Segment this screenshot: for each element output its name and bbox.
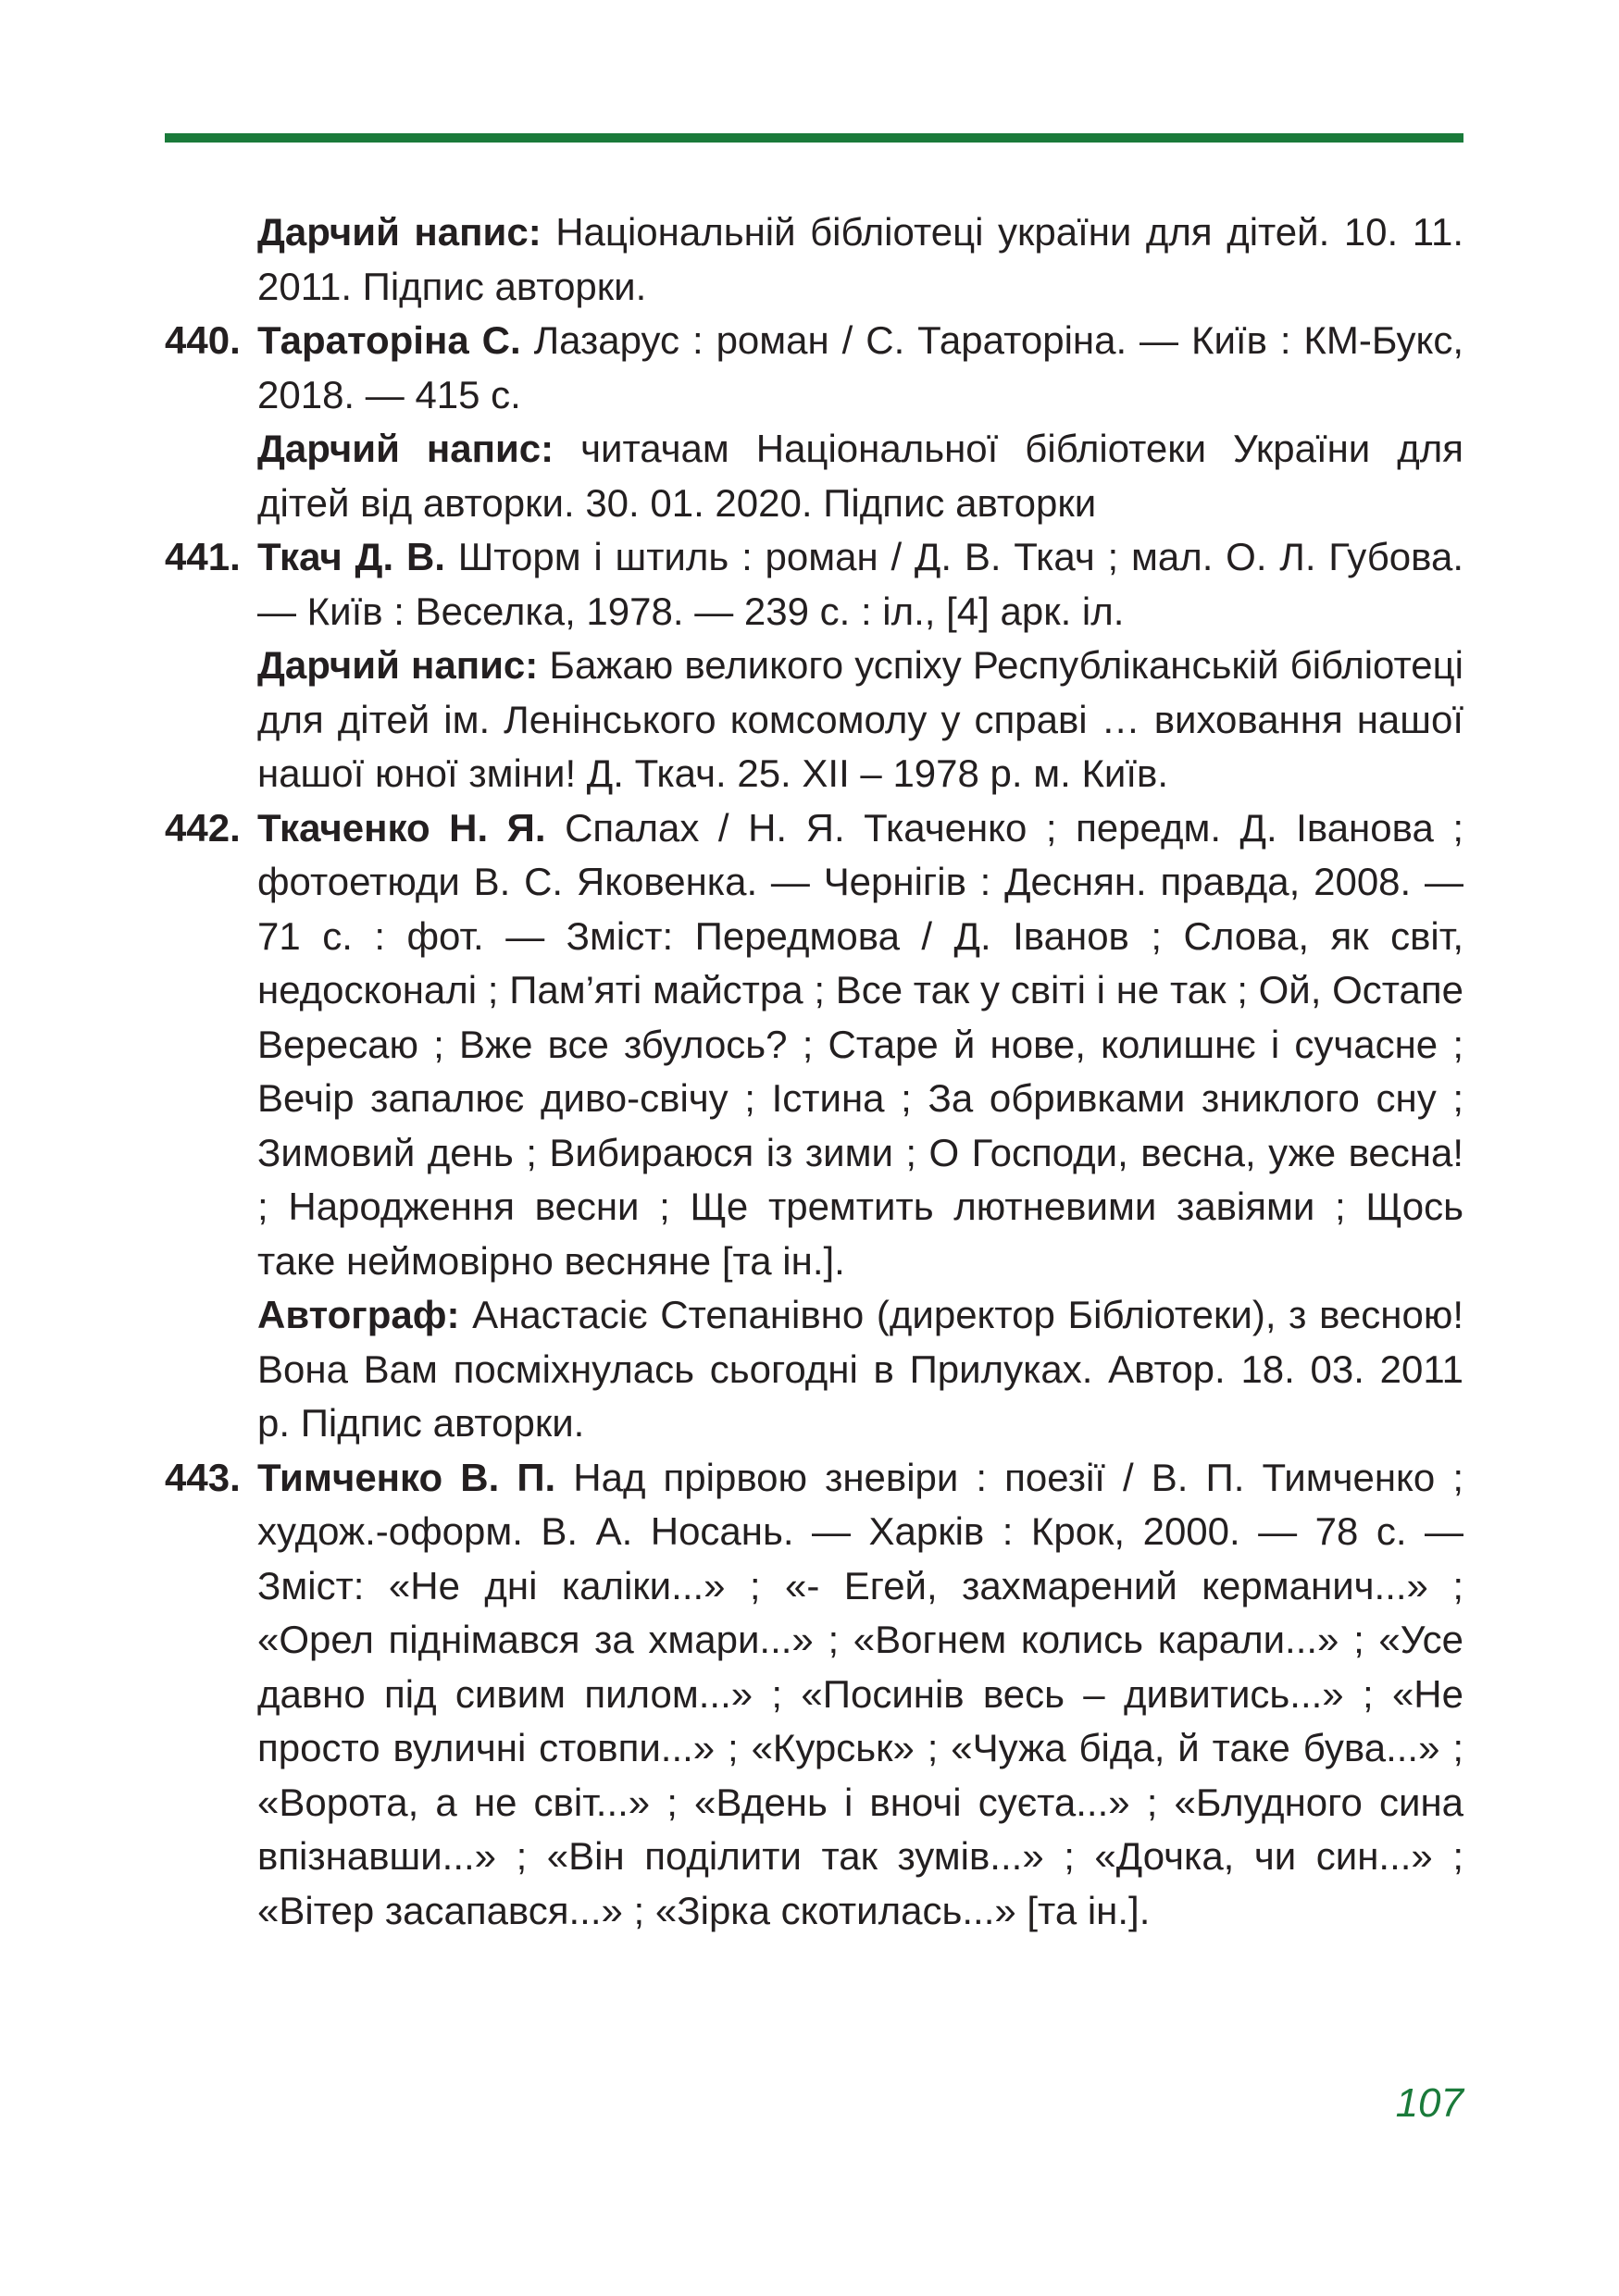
entry-description: Над прірвою зневіри : поезії / В. П. Тимченко ; худож.-оформ. В. А. Носань. — Харків : Крок, 2000. — 78 с. — Зміст: «Не дні каліки...» ; «- Егей, захмарений керманич...» ; «Орел піднімався за хмари...» ; «Вогнем колись карали...» ; «Усе давно під сивим пилом...» ; «Посинів весь – дивитись...» ; «Не просто вуличні стовпи...» ; «Курськ» ; «Чужа біда, й таке бува...» ; «Ворота, а не світ...» ; «Вдень і вночі суєта...» ; «Блудного сина впізнавши...» ; «Він поділити так зумів...» ; «Дочка, чи син...» ; «Вітер засапався...» ; «Зірка скотилась...» [та ін.].	[257, 1455, 1463, 1932]
entry-author: Ткач Д. В.	[257, 535, 445, 578]
bibliography-entry-442	[165, 801, 1463, 1289]
entry-author: Тимченко В. П.	[257, 1455, 556, 1499]
continuation-note	[165, 205, 1463, 314]
entry-note-442	[165, 1288, 1463, 1451]
note-label: Автограф:	[257, 1293, 460, 1336]
entry-note-440	[165, 422, 1463, 530]
bibliography-entry-443	[165, 1451, 1463, 1939]
bibliography-entry-440	[165, 314, 1463, 422]
note-label: Дарчий напис:	[257, 427, 554, 470]
header-rule	[165, 133, 1463, 143]
note-label: Дарчий напис:	[257, 643, 539, 687]
note-text: Бажаю великого успіху Республіканській бібліотеці для дітей ім. Ленінського комсомолу у справі … виховання нашої нашої юної зміни! Д. Ткач. 25. XII – 1978 р. м. Київ.	[257, 643, 1463, 795]
note-text: Національній бібліотеці україни для дітей. 10. 11. 2011. Підпис авторки.	[257, 210, 1463, 308]
entry-note-441	[165, 639, 1463, 801]
entry-number: 440.	[165, 318, 241, 362]
entry-number: 441.	[165, 535, 241, 578]
note-text: Анастасіє Степанівно (директор Бібліотеки), з весною! Вона Вам посміхнулась сьогодні в Прилуках. Автор. 18. 03. 2011 р. Підпис авторки.	[257, 1293, 1463, 1445]
entry-description: Шторм і штиль : роман / Д. В. Ткач ; мал. О. Л. Губова. — Київ : Веселка, 1978. — 239 с. : іл., [4] арк. іл.	[257, 535, 1463, 633]
entry-number: 443.	[165, 1455, 241, 1499]
bibliography-entry-441	[165, 530, 1463, 639]
entry-author: Ткаченко Н. Я.	[257, 805, 546, 850]
bibliography-list	[165, 205, 1463, 1938]
page-number: 107	[1395, 2080, 1463, 2126]
entry-number: 442.	[165, 805, 241, 850]
entry-description: Спалах / Н. Я. Ткаченко ; передм. Д. Іванова ; фотоетюди В. С. Яковенка. — Чернігів : Деснян. правда, 2008. — 71 с. : фот. — Зміст: Передмова / Д. Іванов ; Слова, як світ, недосконалі ; Пам’яті майстра ; Все так у світі і не так ; Ой, Остапе Вересаю ; Вже все збулось? ; Старе й нове, колишнє і сучасне ; Вечір запалює диво-свічу ; Істина ; За обривками зниклого сну ; Зимовий день ; Вибираюся із зими ; О Господи, весна, уже весна! ; Народження весни ; Ще тремтить лютневими завіями ; Щось таке неймовірно весняне [та ін.].	[257, 805, 1463, 1283]
entry-author: Тараторіна С.	[257, 318, 521, 362]
note-label: Дарчий напис:	[257, 210, 542, 254]
entry-description: Лазарус : роман / С. Тараторіна. — Київ : КМ-Букс, 2018. — 415 с.	[257, 318, 1464, 416]
note-text: читачам Національної бібліотеки України для дітей від авторки. 30. 01. 2020. Підпис авторки	[257, 427, 1463, 525]
